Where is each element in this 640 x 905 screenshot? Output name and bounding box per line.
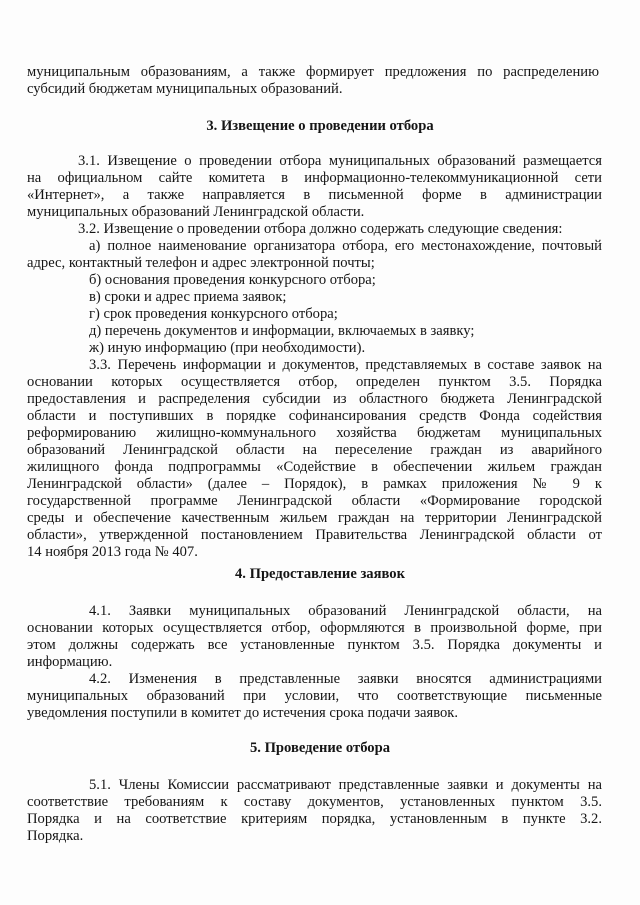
paragraph-3-3-line: области и поступивших в порядке софинансирования средств Фонда содействия <box>27 408 602 424</box>
paragraph-5-1-line: 5.1. Члены Комиссии рассматривают представленные заявки и документы на <box>89 777 602 793</box>
paragraph-5-1-line: Порядка. <box>27 828 84 844</box>
paragraph-3-3-line: 14 ноября 2013 года № 407. <box>27 544 198 560</box>
paragraph-3-3-line: области», утвержденной постановлением Правительства Ленинградской области от <box>27 527 602 543</box>
paragraph-3-3-line: среды и обеспечение качественным жильем граждан на территории Ленинградской <box>27 510 602 526</box>
paragraph-4-1-line: основании которых осуществляется отбор, оформляются в произвольной форме, при <box>27 620 602 636</box>
paragraph-4-1-line: этом должны содержать все установленные пунктом 3.5. Порядка документы и <box>27 637 602 653</box>
paragraph-3-2: 3.2. Извещение о проведении отбора должно содержать следующие сведения: <box>78 221 563 237</box>
intro-line: субсидий бюджетам муниципальных образований. <box>27 81 343 97</box>
paragraph-4-2-line: 4.2. Изменения в представленные заявки вносятся администрациями <box>89 671 602 687</box>
section-5-heading: 5. Проведение отбора <box>249 740 391 756</box>
list-item-g: г) срок проведения конкурсного отбора; <box>89 306 338 322</box>
list-item-v: в) сроки и адрес приема заявок; <box>89 289 287 305</box>
list-item-a: а) полное наименование организатора отбора, его местонахождение, почтовый <box>89 238 602 254</box>
section-3-heading: 3. Извещение о проведении отбора <box>206 118 434 134</box>
paragraph-3-3-line: основании которых осуществляется отбор, определен пунктом 3.5. Порядка <box>27 374 602 390</box>
paragraph-4-2-line: уведомления поступили в комитет до истечения срока подачи заявок. <box>27 705 459 721</box>
list-item-d: д) перечень документов и информации, включаемых в заявку; <box>89 323 475 339</box>
paragraph-3-3-line: Ленинградской области» (далее – Порядок), в рамках приложения № 9 к <box>27 476 602 492</box>
paragraph-3-1-line: «Интернет», а также направляется в письменной форме в администрации <box>27 187 602 203</box>
paragraph-3-3-line: жилищного фонда подпрограммы «Содействие в обеспечении жильем граждан <box>27 459 602 475</box>
paragraph-3-3-line: реформированию жилищно-коммунального хозяйства бюджетам муниципальных <box>27 425 602 441</box>
paragraph-3-1-line: муниципальных образований Ленинградской области. <box>27 204 365 220</box>
list-item-b: б) основания проведения конкурсного отбора; <box>89 272 376 288</box>
paragraph-4-1-line: информацию. <box>27 654 113 670</box>
paragraph-3-3-line: 3.3. Перечень информации и документов, представляемых в составе заявок на <box>89 357 602 373</box>
paragraph-3-1-line: на официальном сайте комитета в информационно-телекоммуникационной сети <box>27 170 602 186</box>
paragraph-3-1-line: 3.1. Извещение о проведении отбора муниципальных образований размещается <box>78 153 602 169</box>
paragraph-4-2-line: муниципальных образований при условии, что соответствующие письменные <box>27 688 602 704</box>
list-item-zh: ж) иную информацию (при необходимости). <box>89 340 366 356</box>
paragraph-5-1-line: соответствие требованиям к составу документов, установленных пунктом 3.5. <box>27 794 602 810</box>
paragraph-4-1-line: 4.1. Заявки муниципальных образований Ленинградской области, на <box>89 603 602 619</box>
paragraph-5-1-line: Порядка и на соответствие критериям порядка, установленным в пункте 3.2. <box>27 811 602 827</box>
intro-line: муниципальным образованиям, а также формирует предложения по распределению <box>27 64 599 80</box>
section-4-heading: 4. Предоставление заявок <box>235 566 405 582</box>
list-item-a-cont: адрес, контактный телефон и адрес электронной почты; <box>27 255 375 271</box>
paragraph-3-3-line: государственной программе Ленинградской области «Формирование городской <box>27 493 602 509</box>
paragraph-3-3-line: образований Ленинградской области на переселение граждан из аварийного <box>27 442 602 458</box>
paragraph-3-3-line: предоставления и распределения субсидии из областного бюджета Ленинградской <box>27 391 602 407</box>
